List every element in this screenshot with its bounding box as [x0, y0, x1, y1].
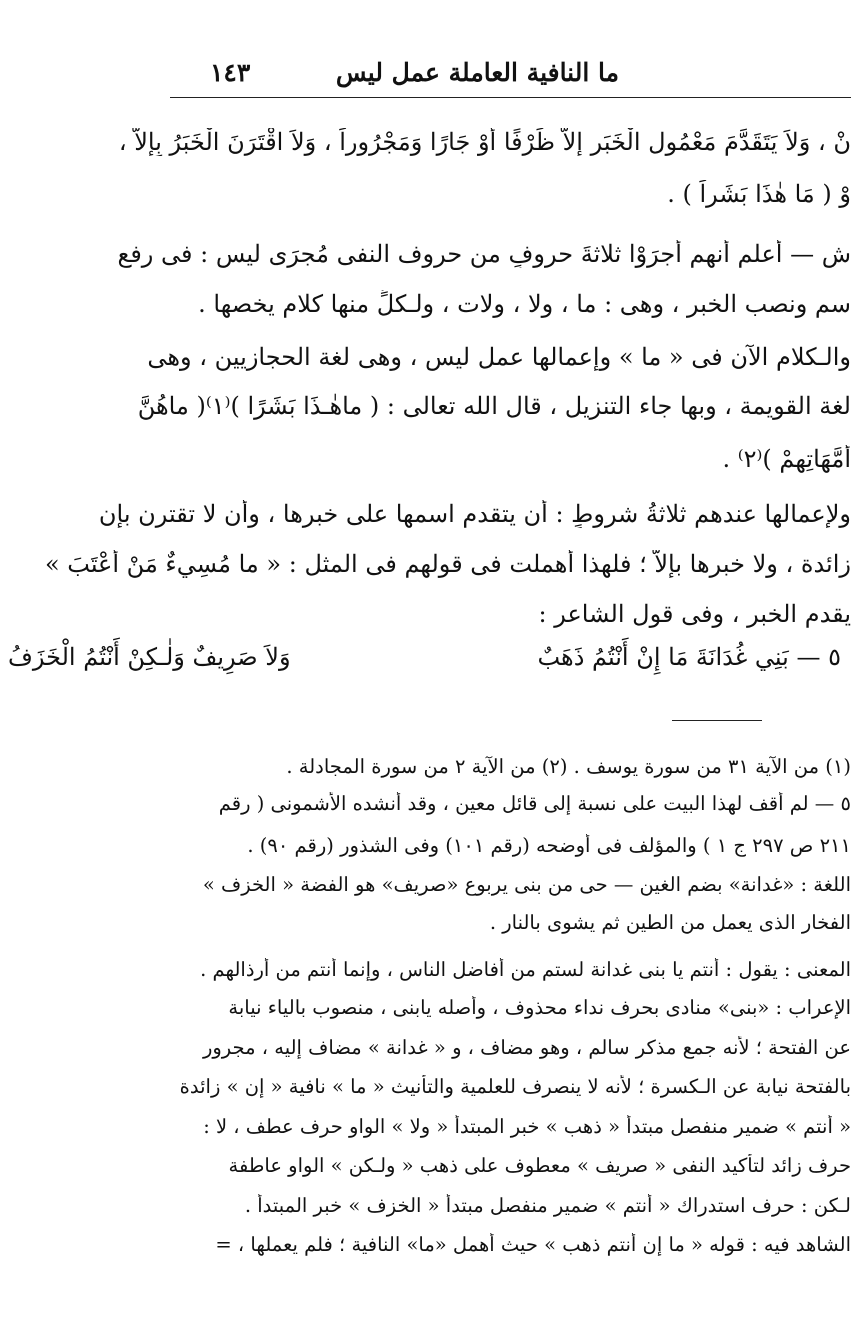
body-line: زائدة ، ولا خبرها بإلاَّ ؛ فلهذا أهملت فى قولهم فى المثل : « ما مُسِيءٌ مَنْ أَعْتَبَ »: [44, 550, 851, 578]
footnote-line: لـكن : حرف استدراك « أنتم » ضمير منفصل مبتدأ « الخزف » خبر المبتدأ .: [244, 1194, 851, 1217]
footnote-line: بالفتحة نيابة عن الـكسرة ؛ لأنه لا ينصرف للعلمية والتأنيث « ما » نافية « إن » زائدة: [179, 1075, 851, 1098]
body-line: أُمَّهَاتِهِمْ )⁽٢⁾ .: [722, 445, 851, 473]
footnote-line: الشاهد فيه : قوله « ما إن أنتم ذهب » حيث أهمل «ما» النافية ؛ فلم يعملها ، =: [215, 1233, 851, 1256]
body-line: يقدم الخبر ، وفى قول الشاعر :: [538, 600, 851, 628]
verse-first-hemistich: ٥ — بَنِي غُدَانَةَ مَا إِنْ أَنْتُمُ ذَهَبٌ: [537, 643, 841, 671]
header-rule: [170, 97, 851, 98]
body-line: والـكلام الآن فى « ما » وإعمالها عمل ليس ، وهى لغة الحجازيين ، وهى: [147, 343, 851, 371]
running-header: [170, 52, 851, 92]
footnote-line: اللغة : «غدانة» بضم الغين — حى من بنى يربوع «صريف» هو الفضة « الخزف »: [202, 873, 851, 896]
footnote-line: ٢١١ ص ٢٩٧ ج ١ ) والمؤلف فى أوضحه (رقم ١٠١) وفى الشذور (رقم ٩٠) .: [247, 834, 851, 857]
body-line: وْ ( مَا هٰذَا بَشَراً ) .: [667, 180, 851, 208]
body-line: ولإعمالها عندهم ثلاثةُ شروطٍ : أن يتقدم اسمها على خبرها ، وأن لا تقترن بإن: [98, 500, 851, 528]
body-line: سم ونصب الخبر ، وهى : ما ، ولا ، ولات ، ولـكلٍّ منها كلام يخصها .: [198, 290, 851, 318]
page-number: ١٤٣: [210, 58, 251, 87]
footnote-line: الفخار الذى يعمل من الطين ثم يشوى بالنار .: [489, 911, 851, 934]
footnote-line: (١) من الآية ٣١ من سورة يوسف . (٢) من الآية ٢ من سورة المجادلة .: [286, 755, 851, 778]
body-line: نْ ، وَلاَ يَتَقَدَّمَ مَعْمُولِ الْخَبَرِ إِلاَّ ظَرْفًا أَوْ جَارًا وَمَجْرُوراً ، وَلاَ اقْتَرَنَ الْخَبَرُ بِإِلاَّ ،: [118, 128, 851, 156]
footnote-line: « أنتم » ضمير منفصل مبتدأ « ذهب » خبر المبتدأ « ولا » الواو حرف عطف ، لا :: [203, 1115, 851, 1138]
footnote-line: ٥ — لم أقف لهذا البيت على نسبة إلى قائل معين ، وقد أنشده الأشمونى ( رقم: [218, 792, 851, 815]
footnote-line: الإعراب : «بنى» منادى بحرف نداء محذوف ، وأصله يابنى ، منصوب بالياء نيابة: [228, 996, 851, 1019]
poetry-verse: [8, 643, 841, 683]
footnote-line: المعنى : يقول : أنتم يا بنى غدانة لستم من أفاضل الناس ، وإنما أنتم من أرذالهم .: [200, 958, 851, 981]
footnote-line: حرف زائد لتأكيد النفى « صريف » معطوف على ذهب « ولـكن » الواو عاطفة: [228, 1154, 851, 1177]
verse-second-hemistich: وَلاَ صَرِيفٌ وَلٰـكِنْ أَنْتُمُ الْخَزَفُ: [8, 643, 291, 671]
body-line: لغة القويمة ، وبها جاء التنزيل ، قال الله تعالى : ( ماهٰـذَا بَشَرًا )⁽١⁾( ماهُنَّ: [137, 392, 851, 420]
footnote-separator: [672, 720, 762, 721]
footnote-line: عن الفتحة ؛ لأنه جمع مذكر سالم ، وهو مضاف ، و « غدانة » مضاف إليه ، مجرور: [202, 1036, 851, 1059]
running-title: ما النافية العاملة عمل ليس: [335, 58, 619, 87]
body-line: ش — أعلم أنهم أجرَوْا ثلاثةَ حروفٍ من حروف النفى مُجرَى ليس : فى رفع: [117, 240, 851, 268]
